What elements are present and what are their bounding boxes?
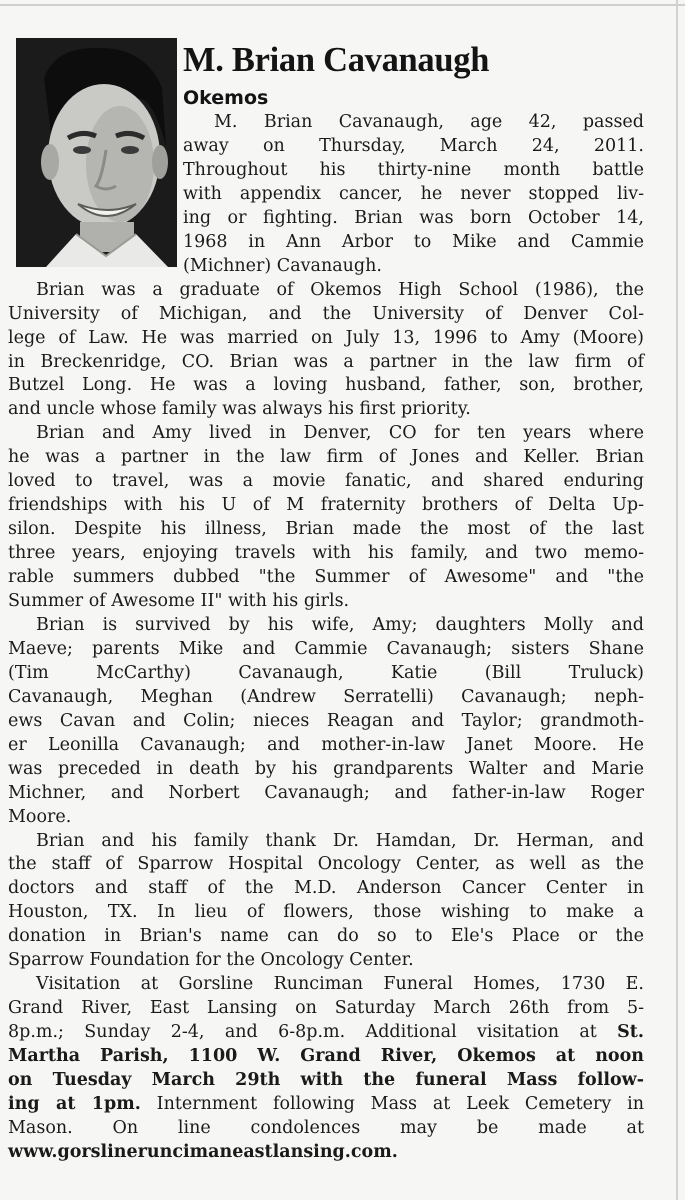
- body-line: [183, 182, 644, 206]
- body-line: [8, 1068, 644, 1092]
- body-line: [8, 373, 644, 397]
- body-line: [8, 876, 644, 900]
- body-line-text: ing at 1pm.: [8, 1093, 141, 1114]
- body-line-text: er Leonilla Cavanaugh; and mother-in-law Janet Moore. He: [8, 734, 644, 755]
- body-line: [8, 517, 644, 541]
- body-line: [183, 254, 644, 278]
- body-line-text: away on Thursday, March 24, 2011.: [183, 135, 644, 156]
- portrait-image: [16, 38, 177, 267]
- body-line-text: Michner, and Norbert Cavanaugh; and father-in-law Roger: [8, 782, 644, 803]
- body-line: [36, 278, 644, 302]
- body-line-normal-tail: Internment following Mass at Leek Cemetery in: [140, 1093, 644, 1114]
- body-line: [8, 469, 644, 493]
- body-line: [8, 1140, 644, 1164]
- body-line: [8, 397, 644, 421]
- body-line-text: ews Cavan and Colin; nieces Reagan and Taylor; grandmoth-: [8, 710, 644, 731]
- body-line-text: Cavanaugh, Meghan (Andrew Serratelli) Cavanaugh; neph-: [8, 686, 644, 707]
- body-line-text: M. Brian Cavanaugh, age 42, passed: [214, 112, 644, 132]
- body-line-text: ing or fighting. Brian was born October 14,: [183, 207, 644, 228]
- body-line-text: on Tuesday March 29th with the funeral Mass follow-: [8, 1070, 644, 1090]
- body-line: [8, 326, 644, 350]
- obituary-town: Okemos: [183, 87, 269, 109]
- body-line: [8, 589, 644, 613]
- body-line: [8, 948, 644, 972]
- body-line-text: with appendix cancer, he never stopped liv-: [183, 183, 644, 204]
- body-line-text: Sparrow Foundation for the Oncology Center.: [8, 950, 414, 971]
- body-line: [8, 1044, 644, 1068]
- body-line-text: Brian and Amy lived in Denver, CO for ten years where: [36, 423, 644, 444]
- body-line: [8, 733, 644, 757]
- body-line-text: the staff of Sparrow Hospital Oncology Center, as well as the: [8, 854, 644, 875]
- body-line: [8, 924, 644, 948]
- body-line-text: www.gorslineruncimaneastlansing.com.: [8, 1141, 398, 1162]
- body-line-text: Grand River, East Lansing on Saturday March 26th from 5-: [8, 998, 644, 1019]
- body-line-text: Maeve; parents Mike and Cammie Cavanaugh; sisters Shane: [8, 638, 644, 659]
- body-line-text: Moore.: [8, 806, 72, 827]
- body-line: [8, 350, 644, 374]
- body-line-text: Butzel Long. He was a loving husband, father, son, brother,: [8, 375, 644, 396]
- body-line: [8, 541, 644, 565]
- body-line-text: Brian was a graduate of Okemos High School (1986), the: [36, 279, 644, 300]
- body-line: [8, 493, 644, 517]
- body-line: [8, 805, 644, 829]
- body-line-text: friendships with his U of M fraternity brothers of Delta Up-: [8, 495, 644, 516]
- body-line-text: University of Michigan, and the University of Denver Col-: [8, 303, 644, 324]
- body-line-text: Summer of Awesome II" with his girls.: [8, 591, 350, 611]
- body-line: [8, 709, 644, 733]
- body-line: [8, 1116, 644, 1140]
- body-line-text: was preceded in death by his grandparents Walter and Marie: [8, 758, 644, 779]
- body-line: [8, 565, 644, 589]
- body-line: [8, 685, 644, 709]
- body-line: [8, 852, 644, 876]
- body-line: [183, 134, 644, 158]
- body-line-text: in Breckenridge, CO. Brian was a partner in the law firm of: [8, 351, 644, 372]
- body-line-text: he was a partner in the law firm of Jones and Keller. Brian: [8, 447, 644, 468]
- body-line: [8, 445, 644, 469]
- body-line-text: (Tim McCarthy) Cavanaugh, Katie (Bill Truluck): [8, 662, 644, 683]
- body-line-text: donation in Brian's name can do so to Ele's Place or the: [8, 926, 644, 947]
- body-line-text: lege of Law. He was married on July 13, 1996 to Amy (Moore): [8, 327, 644, 348]
- body-line: [8, 996, 644, 1020]
- body-line: [8, 1020, 644, 1044]
- body-line: [183, 230, 644, 254]
- body-line-bold-tail: St.: [617, 1022, 644, 1043]
- body-line: [8, 781, 644, 805]
- body-line-text: 8p.m.; Sunday 2-4, and 6-8p.m. Additional visitation at: [8, 1022, 618, 1043]
- body-line-text: Houston, TX. In lieu of flowers, those wishing to make a: [8, 902, 644, 923]
- body-line-text: rable summers dubbed "the Summer of Awesome" and "the: [8, 567, 644, 588]
- body-line-text: Brian is survived by his wife, Amy; daughters Molly and: [36, 614, 644, 635]
- body-line: [36, 829, 644, 853]
- body-line: [36, 972, 644, 996]
- body-line: [183, 206, 644, 230]
- top-rule: [0, 4, 685, 6]
- body-line-text: 1968 in Ann Arbor to Mike and Cammie: [183, 231, 644, 252]
- body-line: [8, 900, 644, 924]
- body-line-text: loved to travel, was a movie fanatic, and shared enduring: [8, 471, 644, 492]
- body-line: [8, 637, 644, 661]
- body-line-text: and uncle whose family was always his first priority.: [8, 399, 471, 420]
- body-line: [36, 421, 644, 445]
- body-line-text: silon. Despite his illness, Brian made the most of the last: [8, 519, 644, 540]
- body-line-text: (Michner) Cavanaugh.: [183, 255, 382, 276]
- column-rule: [676, 0, 678, 1200]
- body-line-text: Throughout his thirty-nine month battle: [183, 159, 644, 180]
- body-line: [214, 110, 644, 134]
- body-line-text: doctors and staff of the M.D. Anderson Cancer Center in: [8, 878, 644, 899]
- body-line: [8, 1092, 644, 1116]
- body-line-text: Visitation at Gorsline Runciman Funeral Homes, 1730 E.: [36, 974, 644, 995]
- body-line-text: Martha Parish, 1100 W. Grand River, Okemos at noon: [8, 1046, 644, 1067]
- obituary-name: M. Brian Cavanaugh: [183, 41, 490, 79]
- body-line: [8, 757, 644, 781]
- body-line-text: Mason. On line condolences may be made at: [8, 1117, 644, 1138]
- portrait-photo: [16, 38, 177, 267]
- body-line-text: three years, enjoying travels with his family, and two memo-: [8, 543, 644, 564]
- body-line-text: Brian and his family thank Dr. Hamdan, Dr. Herman, and: [36, 830, 644, 851]
- body-line: [36, 613, 644, 637]
- body-line: [8, 661, 644, 685]
- body-line: [183, 158, 644, 182]
- body-line: [8, 302, 644, 326]
